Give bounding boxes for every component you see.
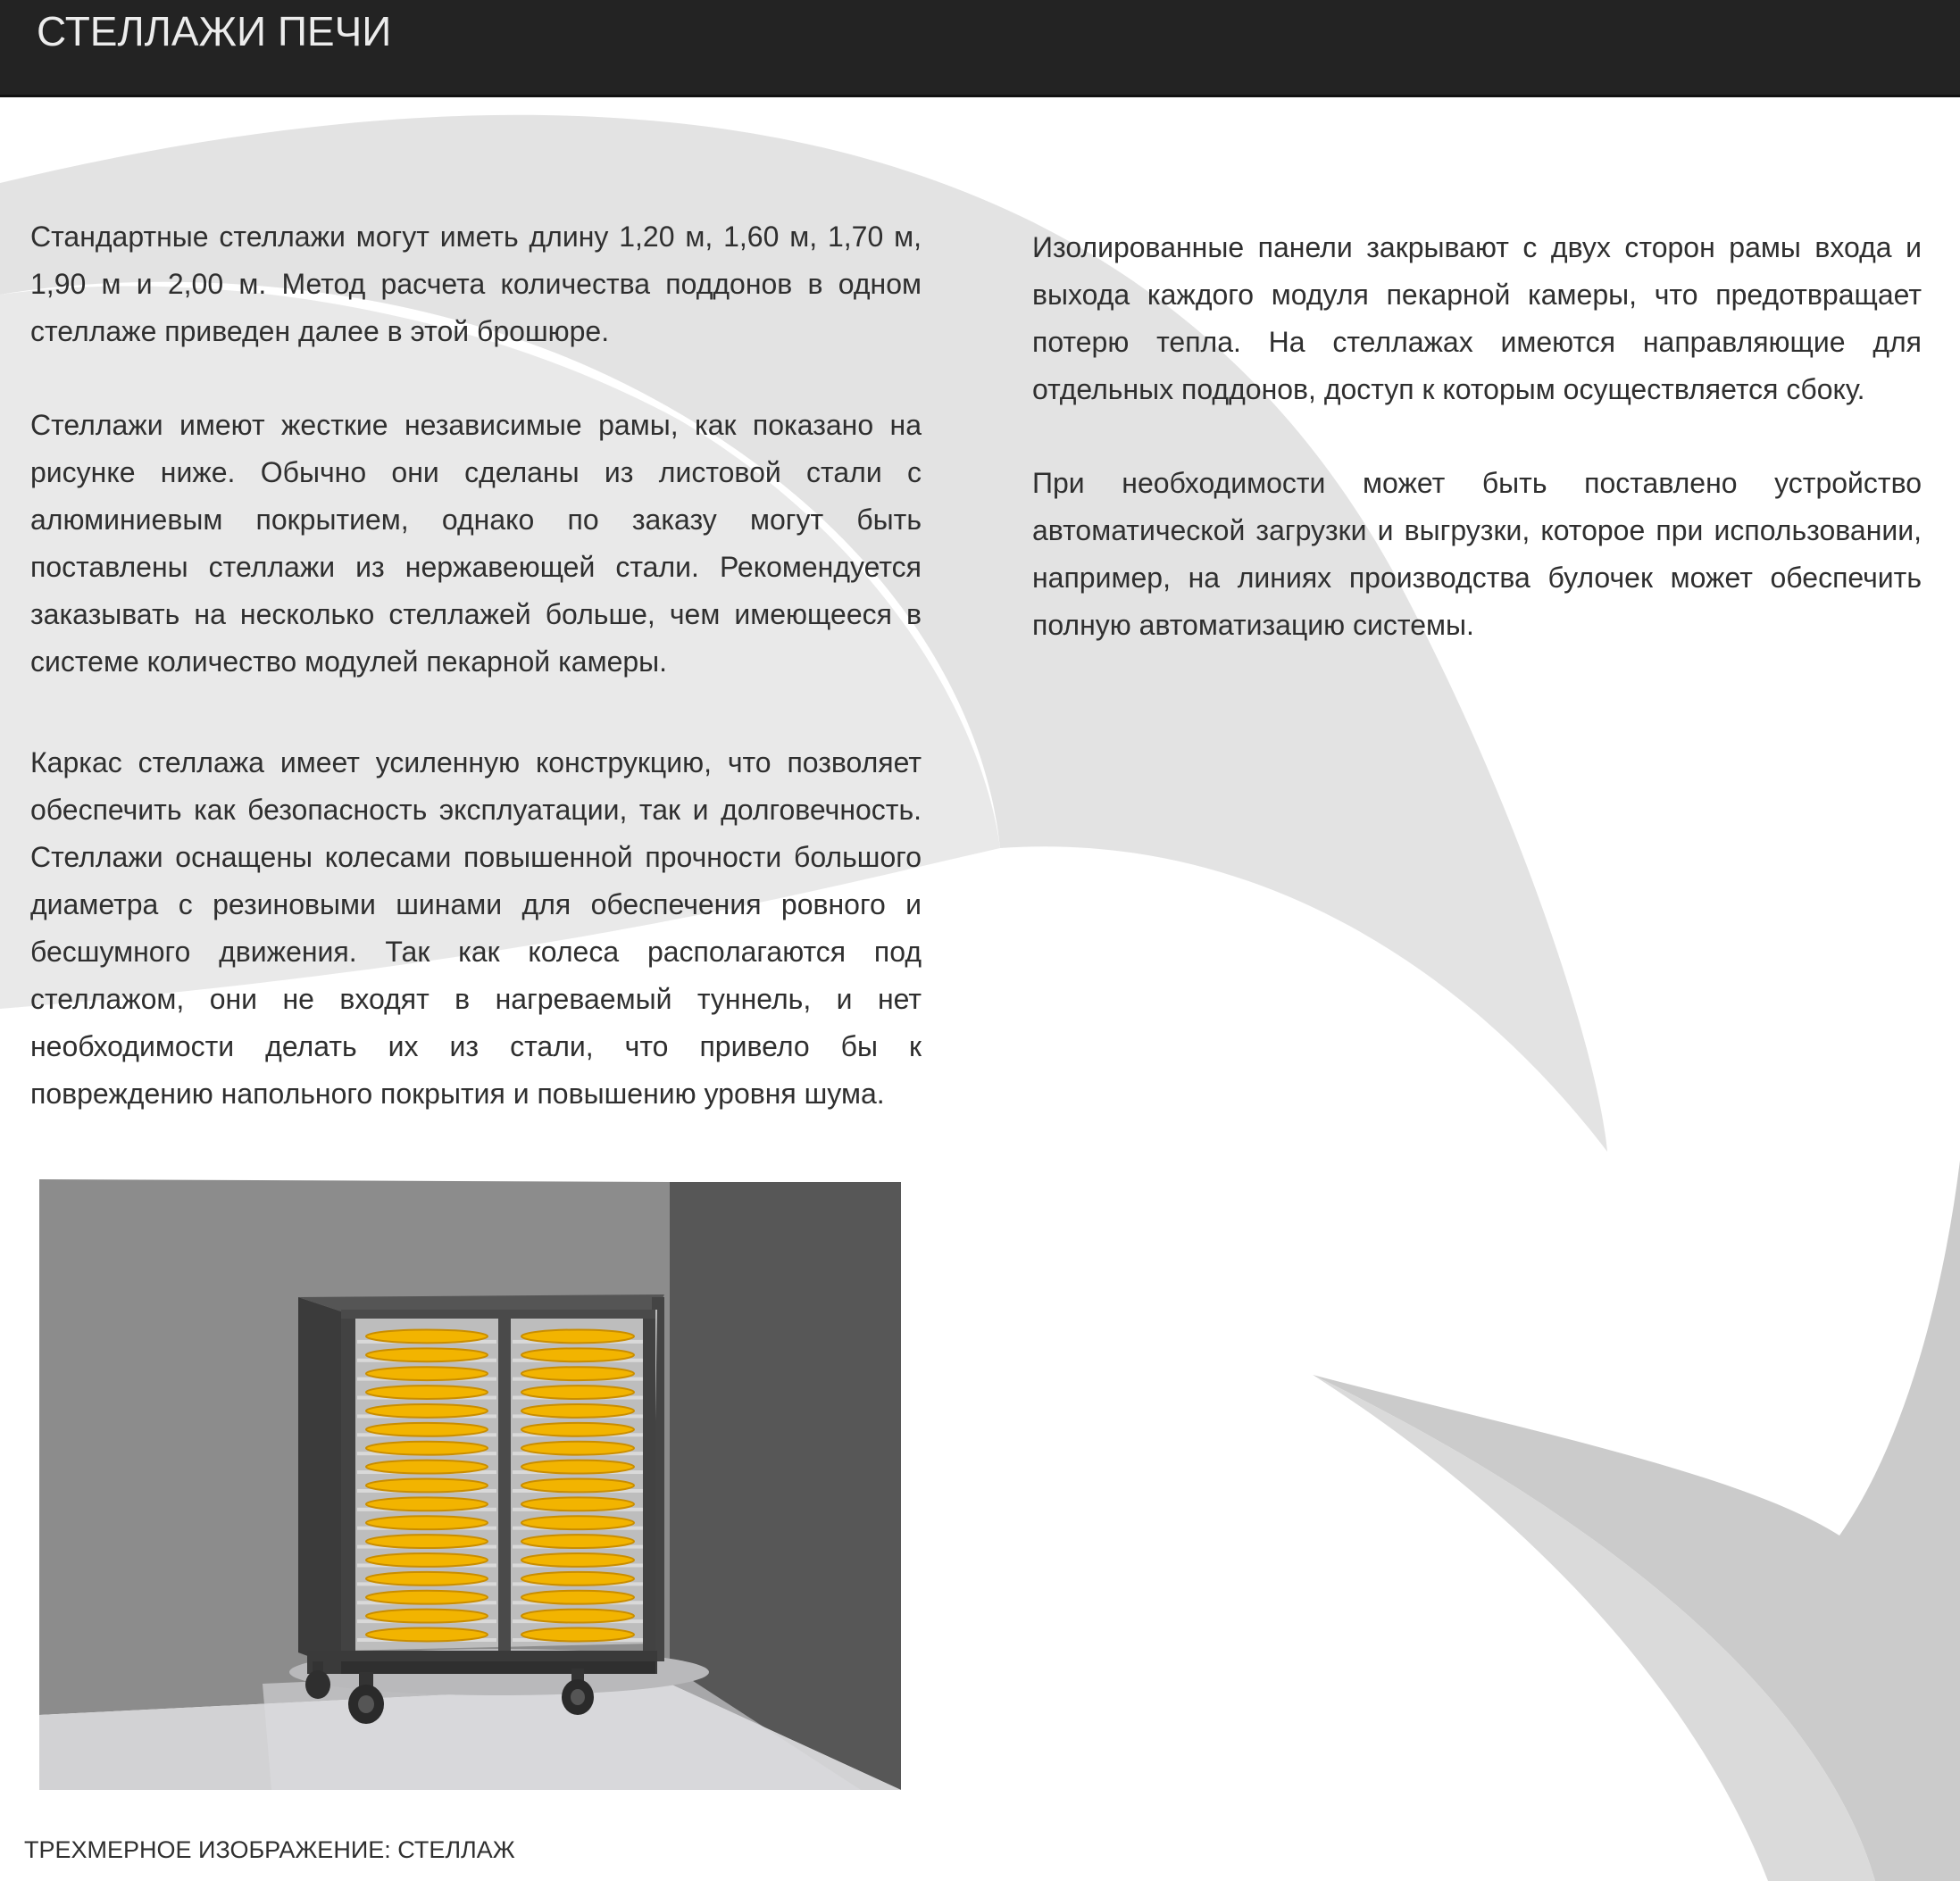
- rack-front-top-rail: [341, 1310, 655, 1319]
- tray-product-right-10: [521, 1497, 634, 1511]
- tray-product-right-2: [521, 1348, 634, 1361]
- right-paragraph-1: Изолированные панели закрывают с двух сторон рамы входа и выхода каждого модуля пекарной камеры, что предотвращает потерю тепла. На стеллажах имеются направляющие для отдельных поддонов, доступ к которым осуществляется сбоку.: [1032, 231, 1922, 405]
- rack-side-panel: [298, 1297, 341, 1669]
- tray-product-right-1: [521, 1329, 634, 1343]
- tray-product-left-15: [366, 1591, 488, 1604]
- tray-product-left-5: [366, 1404, 488, 1418]
- tray-product-left-4: [366, 1386, 488, 1399]
- tray-product-right-14: [521, 1572, 634, 1586]
- right-text-column: [1032, 224, 1922, 649]
- tray-stack-right: [513, 1329, 643, 1642]
- rack-3d-image: [39, 1179, 901, 1790]
- tray-product-left-16: [366, 1610, 488, 1623]
- rack-front-center-post: [498, 1310, 511, 1665]
- tray-product-right-6: [521, 1423, 634, 1436]
- tray-product-left-7: [366, 1442, 488, 1455]
- tray-product-left-1: [366, 1329, 488, 1343]
- rack-base-front: [341, 1661, 655, 1674]
- left-paragraph-2: Стеллажи имеют жесткие независимые рамы, как показано на рисунке ниже. Обычно они сделаны из листовой стали с алюминиевым покрытием, однако по заказу могут быть поставлены стеллажи из нержавеющей стали. Рекомендуется заказывать на несколько стеллажей больше, чем имеющееся в системе количество модулей пекарной камеры.: [30, 409, 922, 678]
- tray-product-right-7: [521, 1442, 634, 1455]
- wheel-back-left: [305, 1670, 330, 1699]
- tray-product-right-17: [521, 1628, 634, 1642]
- left-text-column: [30, 213, 922, 1118]
- tray-product-right-9: [521, 1479, 634, 1493]
- tray-product-right-5: [521, 1404, 634, 1418]
- left-paragraph-1: Стандартные стеллажи могут иметь длину 1,20 м, 1,60 м, 1,70 м, 1,90 м и 2,00 м. Метод расчета количества поддонов в одном стеллаже приведен далее в этой брошюре.: [30, 221, 922, 347]
- tray-product-right-16: [521, 1610, 634, 1623]
- rack-top: [298, 1294, 664, 1311]
- tray-product-left-10: [366, 1497, 488, 1511]
- left-paragraph-3: Каркас стеллажа имеет усиленную конструкцию, что позволяет обеспечить как безопасность эксплуатации, так и долговечность. Стеллажи оснащены колесами повышенной прочности большого диаметра с резиновыми шинами для обеспечения ровного и бесшумного движения. Так как колеса располагаются под стеллажом, они не входят в нагреваемый туннель, и нет необходимости делать их из стали, что привело бы к повреждению напольного покрытия и повышению уровня шума.: [30, 746, 922, 1110]
- header-bar: [0, 0, 1960, 97]
- tray-product-left-8: [366, 1461, 488, 1474]
- right-paragraph-2: При необходимости может быть поставлено устройство автоматической загрузки и выгрузки, которое при использовании, например, на линиях производства булочек может обеспечить полную автоматизацию системы.: [1032, 467, 1922, 641]
- tray-product-left-12: [366, 1535, 488, 1548]
- tray-product-left-9: [366, 1479, 488, 1493]
- rack-front-right-post: [643, 1310, 655, 1663]
- tray-product-left-13: [366, 1553, 488, 1567]
- tray-product-right-13: [521, 1553, 634, 1567]
- figure-caption: ТРЕХМЕРНОЕ ИЗОБРАЖЕНИЕ: СТЕЛЛАЖ: [24, 1836, 515, 1863]
- rack-front-left-post: [341, 1311, 355, 1669]
- tray-product-left-14: [366, 1572, 488, 1586]
- page-title: СТЕЛЛАЖИ ПЕЧИ: [37, 8, 392, 54]
- tray-product-right-15: [521, 1591, 634, 1604]
- tray-product-right-3: [521, 1367, 634, 1380]
- tray-stack-left: [357, 1329, 496, 1642]
- tray-product-left-2: [366, 1348, 488, 1361]
- tray-product-left-6: [366, 1423, 488, 1436]
- tray-product-left-3: [366, 1367, 488, 1380]
- tray-product-right-12: [521, 1535, 634, 1548]
- tray-product-right-4: [521, 1386, 634, 1399]
- tray-product-right-11: [521, 1516, 634, 1529]
- rack-3d-illustration: [39, 1179, 901, 1790]
- tray-product-right-8: [521, 1461, 634, 1474]
- tray-product-left-17: [366, 1628, 488, 1642]
- tray-product-left-11: [366, 1516, 488, 1529]
